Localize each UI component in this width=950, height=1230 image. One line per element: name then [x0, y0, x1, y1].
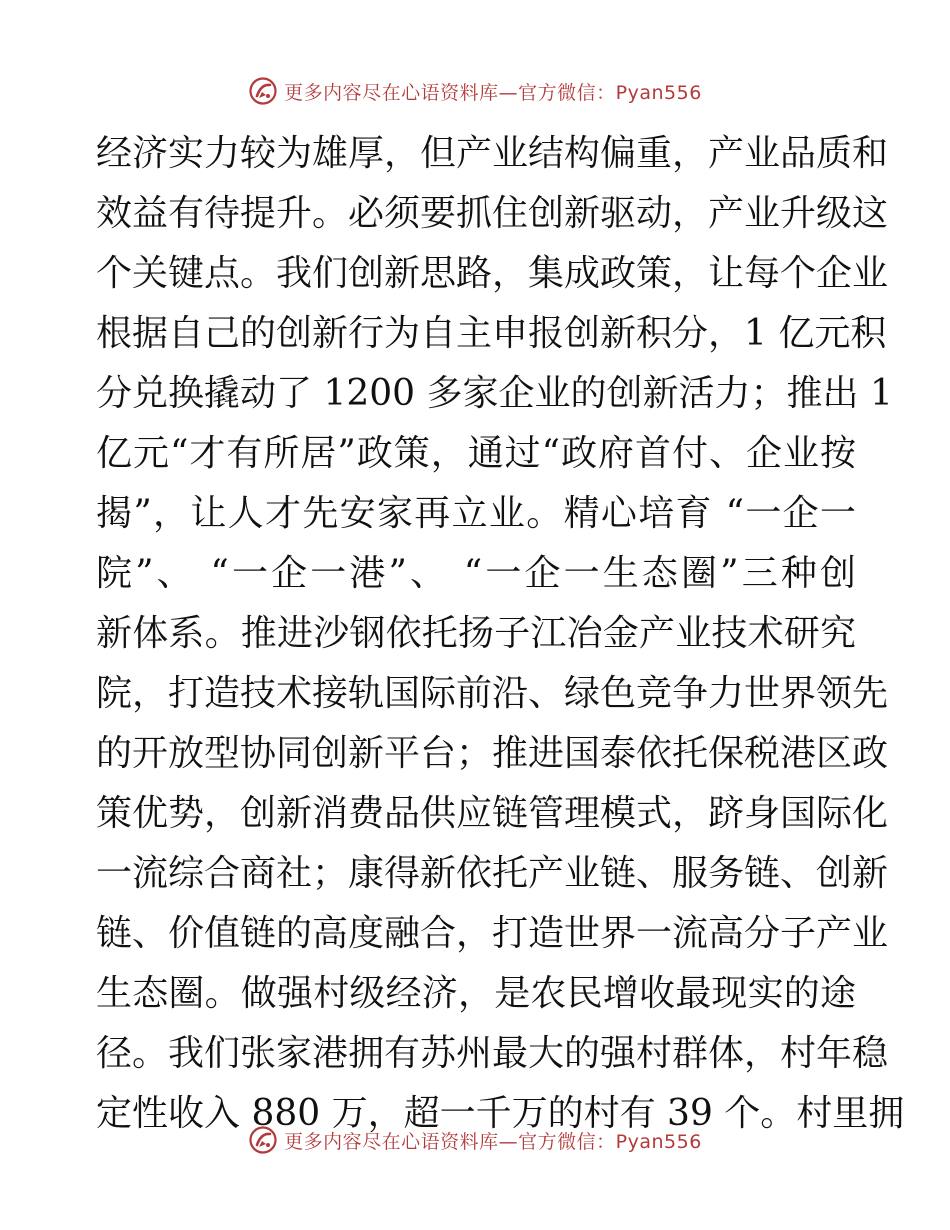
footer-watermark — [0, 1120, 950, 1160]
text-line: 的开放型协同创新平台；推进国泰依托保税港区政 — [96, 733, 889, 774]
text-line: 一流综合商社；康得新依托产业链、服务链、创新 — [96, 853, 889, 894]
brand-logo-icon — [248, 1125, 278, 1155]
text-line: 院”、 “一企一港”、 “一企一生态圈”三种创 — [96, 553, 856, 594]
text-line: 经济实力较为雄厚，但产业结构偏重，产业品质和 — [96, 133, 889, 174]
text-line: 生态圈。做强村级经济，是农民增收最现实的途 — [96, 973, 856, 1014]
text-line: 新体系。推进沙钢依托扬子江冶金产业技术研究 — [96, 613, 856, 654]
text-line: 亿元“才有所居”政策，通过“政府首付、企业按 — [96, 433, 856, 474]
text-line: 策优势，创新消费品供应链管理模式，跻身国际化 — [96, 793, 889, 834]
text-line: 个关键点。我们创新思路，集成政策，让每个企业 — [96, 253, 889, 294]
text-line: 效益有待提升。必须要抓住创新驱动，产业升级这 — [96, 193, 889, 234]
text-line: 分兑换撬动了 1200 多家企业的创新活力；推出 1 — [96, 373, 893, 414]
brand-logo-icon — [248, 76, 278, 106]
header-watermark — [0, 71, 950, 111]
text-line: 根据自己的创新行为自主申报创新积分，1 亿元积 — [96, 313, 887, 354]
watermark-text: 更多内容尽在心语资料库—官方微信：Pyan556 — [284, 1130, 702, 1153]
document-body — [96, 124, 905, 1144]
watermark-text: 更多内容尽在心语资料库—官方微信：Pyan556 — [284, 81, 702, 104]
text-line: 链、价值链的高度融合，打造世界一流高分子产业 — [96, 913, 889, 954]
text-line: 院，打造技术接轨国际前沿、绿色竞争力世界领先 — [96, 673, 889, 714]
text-line: 径。我们张家港拥有苏州最大的强村群体，村年稳 — [96, 1033, 889, 1074]
text-line: 揭”，让人才先安家再立业。精心培育 “一企一 — [96, 493, 856, 534]
text-line: 定性收入 880 万，超一千万的村有 39 个。村里拥 — [96, 1093, 905, 1134]
